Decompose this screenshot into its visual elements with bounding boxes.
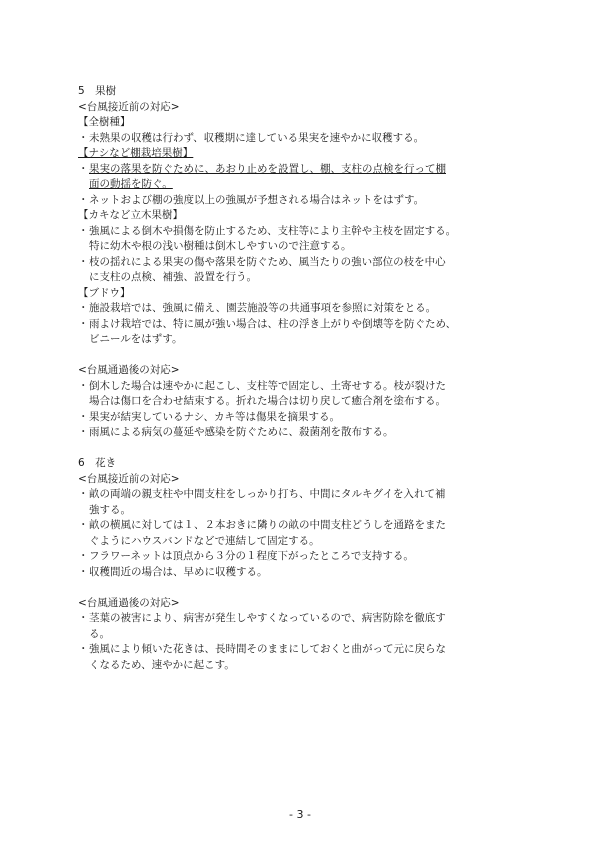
list-item-text: 雨風による病気の蔓延や感染を防ぐために、殺菌剤を散布する。 xyxy=(89,426,394,438)
list-item-text-continued: に支柱の点検、補強、設置を行う。 xyxy=(89,271,257,283)
list-item-text: 畝の両端の親支柱や中間支柱をしっかり打ち、中間にタルキグイを入れて補 xyxy=(89,488,446,500)
list-item-text: 茎葉の被害により、病害が発生しやすくなっているので、病害防除を徹底す xyxy=(89,612,446,624)
bullet: ・ xyxy=(78,643,89,655)
list-item-text: 果実が結実しているナシ、カキ等は傷果を摘果する。 xyxy=(89,410,340,423)
list-item-text-continued: 面の動揺を防ぐ。 xyxy=(89,178,173,190)
bullet: ・ xyxy=(78,488,89,500)
list-item-text: 雨よけ栽培では、特に風が強い場合は、柱の浮き上がりや倒壊等を防ぐため、 xyxy=(89,317,457,330)
list-item-text: 施設栽培では、強風に備え、園芸施設等の共通事項を参照に対策をとる。 xyxy=(89,302,437,314)
list-item-text: 未熟果の収穫は行わず、収穫期に達している果実を速やかに収穫する。 xyxy=(89,131,425,144)
page-content xyxy=(78,84,518,673)
list-item xyxy=(78,642,518,673)
section-heading-flowers: 6 花き xyxy=(78,457,117,469)
bullet: ・ xyxy=(78,255,89,268)
list-item xyxy=(78,410,518,426)
fruit-after-typhoon-label: <台風通過後の対応> xyxy=(78,364,180,376)
list-item-text: 果実の落果を防ぐために、あおり止めを設置し、棚、支柱の点検を行って棚 xyxy=(89,162,446,175)
bullet: ・ xyxy=(78,426,89,438)
list-item xyxy=(78,611,518,642)
list-item-text: ネットおよび棚の強度以上の強風が予想される場合はネットをはずす。 xyxy=(89,193,425,206)
bullet: ・ xyxy=(78,565,89,578)
list-item-text-continued: ぐようにハウスバンドなどで連結して固定する。 xyxy=(89,534,320,547)
bullet: ・ xyxy=(78,519,89,531)
list-item-text-continued: 特に幼木や根の浅い樹種は倒木しやすいので注意する。 xyxy=(89,240,352,252)
bullet: ・ xyxy=(78,224,89,237)
list-item-text: 強風により傾いた花きは、長時間そのままにしておくと曲がって元に戻らな xyxy=(89,643,446,655)
bullet: ・ xyxy=(78,162,89,175)
list-item-text-continued: ビニールをはずす。 xyxy=(89,333,183,345)
list-item xyxy=(78,317,518,348)
list-item xyxy=(78,379,518,410)
list-item-text-continued: る。 xyxy=(89,627,110,640)
list-item-text: 収穫間近の場合は、早めに収穫する。 xyxy=(89,565,268,578)
list-item xyxy=(78,224,518,255)
list-item xyxy=(78,425,518,441)
bullet: ・ xyxy=(78,410,89,423)
pear-trellis-label: 【ナシなど棚栽培果樹】 xyxy=(78,147,194,159)
list-item xyxy=(78,549,518,565)
bullet: ・ xyxy=(78,193,89,206)
list-item xyxy=(78,487,518,518)
list-item-text: 倒木した場合は速やかに起こし、支柱等で固定し、土寄せする。枝が裂けた xyxy=(89,379,446,392)
list-item-text: 強風による倒木や損傷を防止するため、支柱等により主幹や主枝を固定する。 xyxy=(89,224,457,237)
list-item xyxy=(78,301,518,317)
bullet: ・ xyxy=(78,612,89,624)
bullet: ・ xyxy=(78,550,89,562)
list-item-text: 枝の揺れによる果実の傷や落果を防ぐため、風当たりの強い部位の枝を中心 xyxy=(89,255,446,268)
flowers-after-typhoon-label: <台風通過後の対応> xyxy=(78,596,180,609)
bullet: ・ xyxy=(78,302,89,314)
kaki-standing-trees-label: 【カキなど立木果樹】 xyxy=(78,209,183,221)
list-item xyxy=(78,255,518,286)
grape-label: 【ブドウ】 xyxy=(78,286,131,299)
all-species-label: 【全樹種】 xyxy=(78,116,131,128)
list-item xyxy=(78,518,518,549)
list-item xyxy=(78,565,518,581)
flowers-before-typhoon-label: <台風接近前の対応> xyxy=(78,472,180,485)
list-item-text-continued: くなるため、速やかに起こす。 xyxy=(89,658,235,671)
list-item-text: フラワーネットは頂点から３分の１程度下がったところで支持する。 xyxy=(89,550,414,562)
bullet: ・ xyxy=(78,317,89,330)
list-item xyxy=(78,162,518,193)
list-item xyxy=(78,193,518,209)
bullet: ・ xyxy=(78,379,89,392)
list-item-text: 畝の横風に対しては１、２本おきに隣りの畝の中間支柱どうしを通路をまた xyxy=(89,519,446,531)
fruit-before-typhoon-label: <台風接近前の対応> xyxy=(78,100,180,113)
section-heading-fruit-trees: 5 果樹 xyxy=(78,85,117,97)
list-item xyxy=(78,131,518,147)
list-item-text-continued: 場合は傷口を合わせ結束する。折れた場合は切り戻して癒合剤を塗布する。 xyxy=(89,395,446,407)
list-item-text-continued: 強する。 xyxy=(89,503,131,516)
page-number: - 3 - xyxy=(289,808,311,821)
bullet: ・ xyxy=(78,131,89,144)
